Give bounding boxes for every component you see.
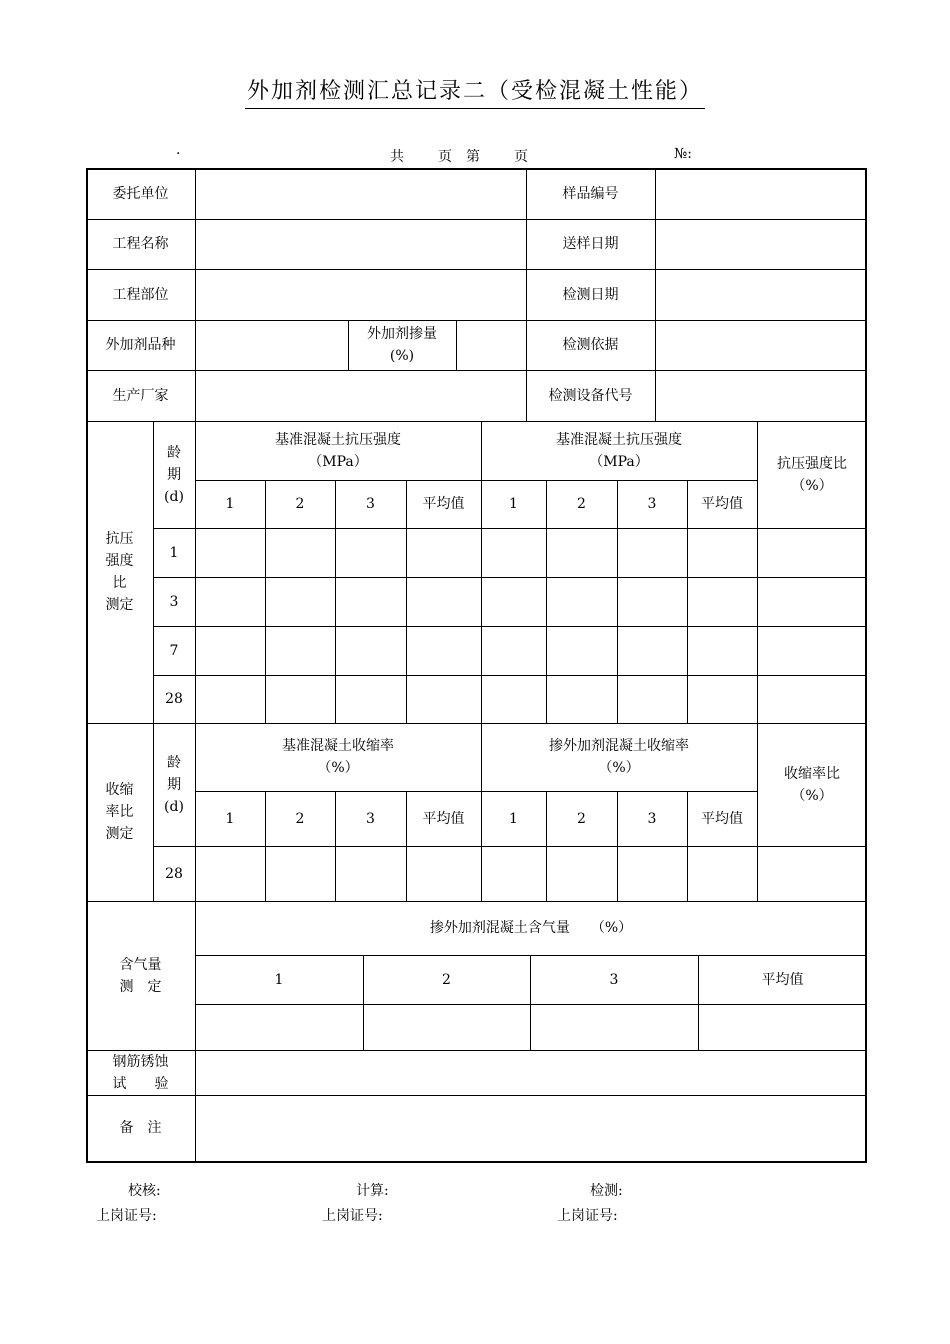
- tester-label: 检测:: [590, 1183, 623, 1199]
- shrinkage-col-header: 1: [225, 810, 235, 827]
- tester-cert-label: 上岗证号:: [557, 1208, 618, 1224]
- air-content-header: 掺外加剂混凝土含气量 （%）: [429, 920, 633, 936]
- compressive-age-header: 龄 期 (d): [164, 444, 184, 505]
- grid-line: [655, 168, 656, 421]
- compressive-age-value: 3: [169, 593, 179, 610]
- shrinkage-ref-group-header: 基准混凝土收缩率 （%）: [282, 738, 394, 776]
- checker-cert-label: 上岗证号:: [96, 1208, 157, 1224]
- grid-line: [86, 269, 867, 270]
- air-col-header: 1: [274, 971, 284, 988]
- table-border-top: [86, 168, 867, 170]
- compressive-col-header: 1: [225, 496, 235, 512]
- compressive-col-header: 3: [366, 496, 375, 512]
- test-date-label: 检测日期: [562, 286, 619, 303]
- air-col-header: 2: [442, 971, 451, 988]
- admixture-type-label: 外加剂品种: [105, 337, 176, 353]
- calculator-label: 计算:: [356, 1183, 389, 1199]
- compressive-col-header: 3: [647, 496, 657, 512]
- form-title: 外加剂检测汇总记录二（受检混凝土性能）: [245, 74, 705, 109]
- air-col-header: 3: [609, 971, 619, 988]
- checker-label: 校核:: [128, 1183, 161, 1199]
- grid-line: [153, 626, 867, 627]
- record-number-label: №:: [674, 146, 692, 162]
- record-table: [86, 168, 867, 1162]
- remarks-label: 备 注: [119, 1120, 162, 1136]
- corrosion-test-label: 钢筋锈蚀 试 验: [112, 1053, 169, 1092]
- compressive-age-value: 1: [169, 544, 179, 561]
- compressive-section-label: 抗压 强度 比 测定: [105, 531, 134, 613]
- shrinkage-col-header: 2: [577, 810, 586, 827]
- total-pages-label: 共 页: [390, 149, 454, 165]
- compressive-test-group-header: 基准混凝土抗压强度 （MPa）: [556, 431, 682, 470]
- compressive-col-header: 平均值: [422, 496, 465, 512]
- table-border-right: [865, 168, 867, 1162]
- manufacturer-label: 生产厂家: [112, 387, 169, 404]
- air-col-header: 平均值: [761, 971, 804, 988]
- admixture-dosage-label: 外加剂掺量 (%): [367, 326, 437, 364]
- compressive-col-header: 2: [295, 496, 305, 512]
- grid-line: [153, 577, 867, 578]
- shrinkage-ratio-header: 收缩率比 （%）: [784, 765, 840, 804]
- shrinkage-col-header: 平均值: [701, 810, 743, 827]
- grid-line: [153, 846, 867, 847]
- grid-line: [456, 320, 457, 370]
- grid-line: [86, 1050, 867, 1051]
- table-border-bottom: [86, 1161, 867, 1163]
- sample-no-label: 样品编号: [562, 185, 619, 202]
- shrinkage-col-header: 2: [295, 810, 305, 827]
- project-part-label: 工程部位: [112, 286, 169, 303]
- grid-line: [153, 675, 867, 676]
- compressive-age-value: 28: [165, 691, 183, 707]
- compressive-ref-group-header: 基准混凝土抗压强度 （MPa）: [275, 431, 401, 470]
- shrinkage-col-header: 3: [647, 810, 657, 827]
- compressive-col-header: 2: [577, 496, 586, 512]
- shrinkage-col-header: 3: [366, 810, 375, 827]
- header-dot: ·: [176, 146, 181, 162]
- shrinkage-age-header: 龄 期 (d): [164, 754, 184, 815]
- grid-line: [195, 168, 196, 421]
- grid-line: [86, 1095, 867, 1096]
- compressive-col-header: 1: [509, 496, 518, 512]
- compressive-age-value: 7: [169, 642, 179, 659]
- compressive-col-header: 平均值: [701, 496, 743, 512]
- grid-line: [153, 528, 867, 529]
- equipment-code-label: 检测设备代号: [548, 387, 633, 404]
- grid-line: [195, 1004, 867, 1005]
- air-section-label: 含气量 测 定: [119, 956, 162, 995]
- client-label: 委托单位: [112, 185, 169, 202]
- page-number-label: 第 页: [466, 149, 530, 165]
- shrinkage-col-header: 1: [509, 810, 518, 827]
- compressive-ratio-header: 抗压强度比 （%）: [777, 455, 847, 494]
- test-basis-label: 检测依据: [562, 337, 619, 353]
- shrinkage-section-label: 收缩 率比 测定: [105, 782, 134, 842]
- grid-line: [86, 370, 867, 371]
- grid-line: [86, 219, 867, 220]
- shrinkage-age-value: 28: [165, 865, 183, 882]
- shrinkage-col-header: 平均值: [422, 810, 465, 827]
- grid-line: [86, 320, 867, 321]
- shrinkage-test-group-header: 掺外加剂混凝土收缩率 （%）: [549, 738, 689, 776]
- delivery-date-label: 送样日期: [562, 236, 619, 252]
- project-name-label: 工程名称: [112, 236, 169, 252]
- calculator-cert-label: 上岗证号:: [322, 1208, 383, 1224]
- form-title-wrap: [0, 74, 950, 109]
